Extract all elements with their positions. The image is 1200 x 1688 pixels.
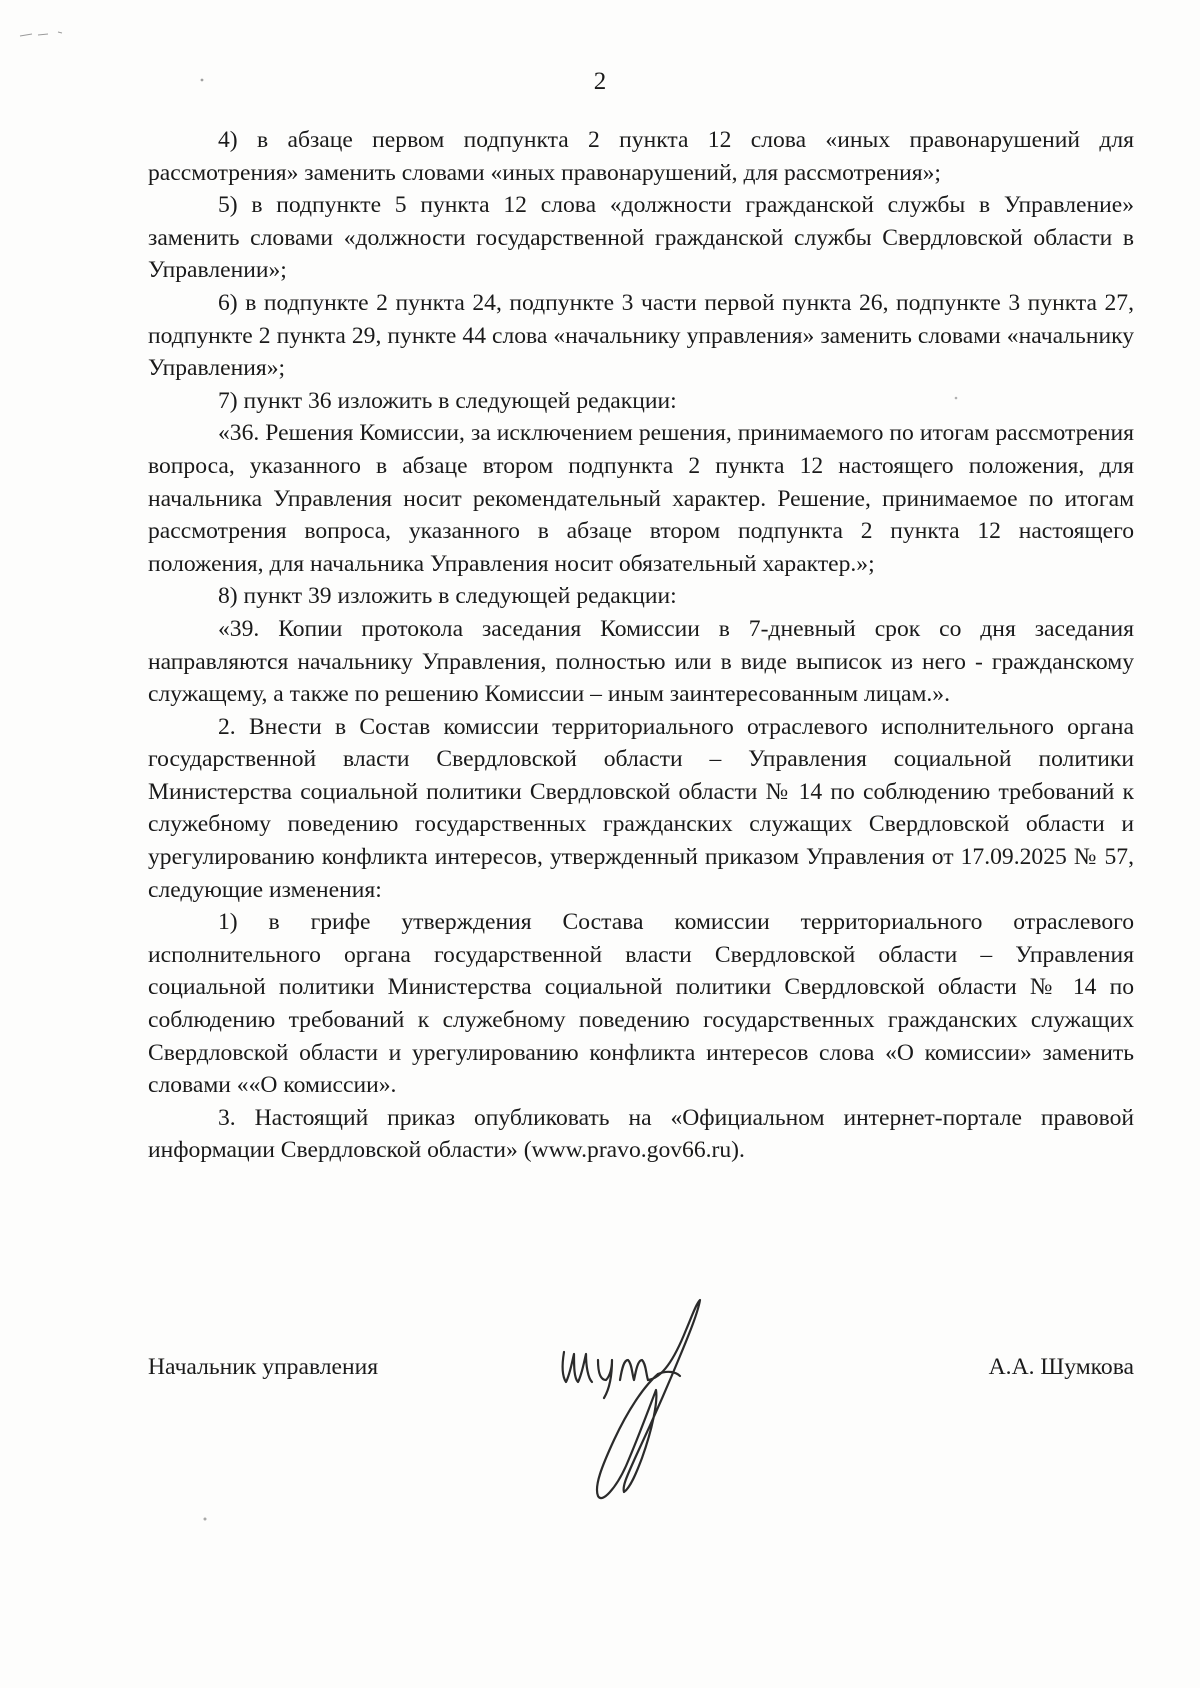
scan-speck (196, 74, 208, 86)
paragraph-item-6: 6) в подпункте 2 пункта 24, подпункте 3 части первой пункта 26, подпункте 3 пункта 27, подпункте 2 пункта 29, пункте 44 слова «начальнику управления» заменить словами «начальнику Управления»; (148, 289, 1134, 382)
scan-speck (18, 28, 78, 40)
scan-speck (950, 392, 962, 404)
paragraph-section-3: 3. Настоящий приказ опубликовать на «Официальном интернет-портале правовой информации Свердловской области» (www.pravo.gov66.ru). (148, 1104, 1134, 1164)
document-body (148, 124, 1134, 1167)
page-number: 2 (593, 68, 607, 95)
paragraph-item-7: 7) пункт 36 изложить в следующей редакции: (218, 387, 677, 414)
paragraph-item-5: 5) в подпункте 5 пункта 12 слова «должности гражданской службы в Управление» заменить словами «должности государственной гражданской службы Свердловской области в Управлении»; (148, 192, 1134, 284)
handwritten-signature (540, 1290, 740, 1510)
paragraph-item-4: 4) в абзаце первом подпункта 2 пункта 12 слова «иных правонарушений для рассмотрения» заменить словами «иных правонарушений, для рассмотрения»; (148, 127, 1134, 186)
paragraph-quote-36: «36. Решения Комиссии, за исключением решения, принимаемого по итогам рассмотрения вопроса, указанного в абзаце втором подпункта 2 пункта 12 настоящего положения, для начальника Управления носит рекомендательный характер. Решение, принимаемое по итогам рассмотрения вопроса, указанного в абзаце втором подпункта 2 пункта 12 настоящего положения, для начальника Управления носит обязательный характер.»; (148, 420, 1134, 577)
paragraph-section-2: 2. Внести в Состав комиссии территориального отраслевого исполнительного органа государственной власти Свердловской области – Управления социальной политики Министерства социальной политики Свердловской области № 14 по соблюдению требований к служебному поведению государственных гражданских служащих Свердловской области и урегулированию конфликта интересов, утвержденный приказом Управления от 17.09.2025 № 57, следующие изменения: (148, 713, 1134, 903)
paragraph-section-2-item-1: 1) в грифе утверждения Состава комиссии территориального отраслевого исполнительного органа государственной власти Свердловской области – Управления социальной политики Министерства социальной политики Свердловской области № 14 по соблюдению требований к служебному поведению государственных гражданских служащих Свердловской области и урегулированию конфликта интересов слова «О комиссии» заменить словами ««О комиссии». (148, 909, 1134, 1099)
paragraph-quote-39: «39. Копии протокола заседания Комиссии в 7-дневный срок со дня заседания направляются начальнику Управления, полностью или в виде выписок из него - гражданскому служащему, а также по решению Комиссии – иным заинтересованным лицам.». (148, 615, 1134, 708)
paragraph-item-8: 8) пункт 39 изложить в следующей редакции: (218, 583, 677, 610)
scan-speck (198, 1512, 212, 1526)
signatory-name: А.А. Шумкова (988, 1354, 1134, 1380)
signatory-position: Начальник управления (148, 1354, 379, 1380)
